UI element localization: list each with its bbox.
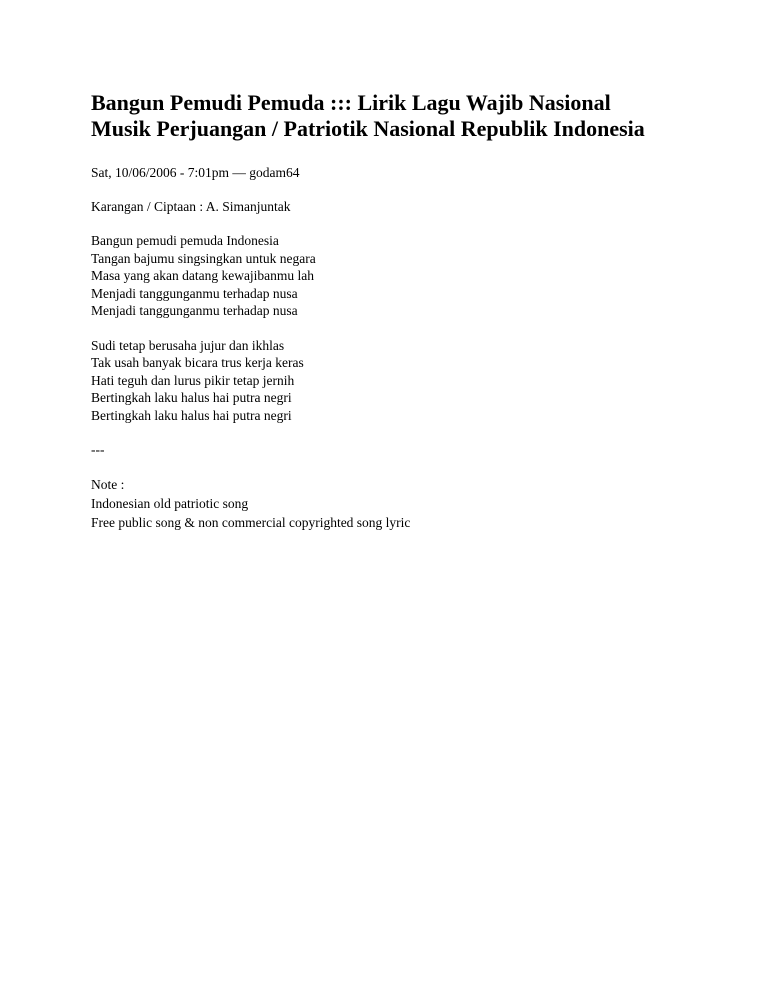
note-section — [91, 475, 731, 532]
lyric-line: Tangan bajumu singsingkan untuk negara — [91, 250, 316, 266]
verse-2 — [91, 337, 731, 425]
note-heading: Note : — [91, 477, 125, 492]
title-line-2: Musik Perjuangan / Patriotik Nasional Republik Indonesia — [91, 116, 645, 141]
lyric-line: Menjadi tanggunganmu terhadap nusa — [91, 303, 298, 318]
verse-1 — [91, 232, 731, 320]
note-line: Indonesian old patriotic song — [91, 496, 249, 511]
post-meta: Sat, 10/06/2006 - 7:01pm — godam64 — [91, 165, 300, 180]
lyric-line: Bertingkah laku halus hai putra negri — [91, 390, 292, 405]
song-credit: Karangan / Ciptaan : A. Simanjuntak — [91, 199, 291, 214]
page-title — [91, 90, 731, 142]
lyric-line: Sudi tetap berusaha jujur dan ikhlas — [91, 337, 285, 353]
title-line-1: Bangun Pemudi Pemuda ::: Lirik Lagu Wajib Nasional — [91, 90, 611, 115]
lyric-line: Tak usah banyak bicara trus kerja keras — [91, 355, 304, 370]
lyric-line: Hati teguh dan lurus pikir tetap jernih — [91, 372, 295, 388]
lyric-line: Masa yang akan datang kewajibanmu lah — [91, 268, 315, 283]
lyric-line: Bangun pemudi pemuda Indonesia — [91, 233, 279, 248]
document-page — [91, 90, 731, 532]
lyric-line: Menjadi tanggunganmu terhadap nusa — [91, 285, 298, 301]
separator: --- — [91, 442, 105, 457]
note-line: Free public song & non commercial copyrighted song lyric — [91, 515, 411, 530]
lyric-line: Bertingkah laku halus hai putra negri — [91, 407, 292, 423]
